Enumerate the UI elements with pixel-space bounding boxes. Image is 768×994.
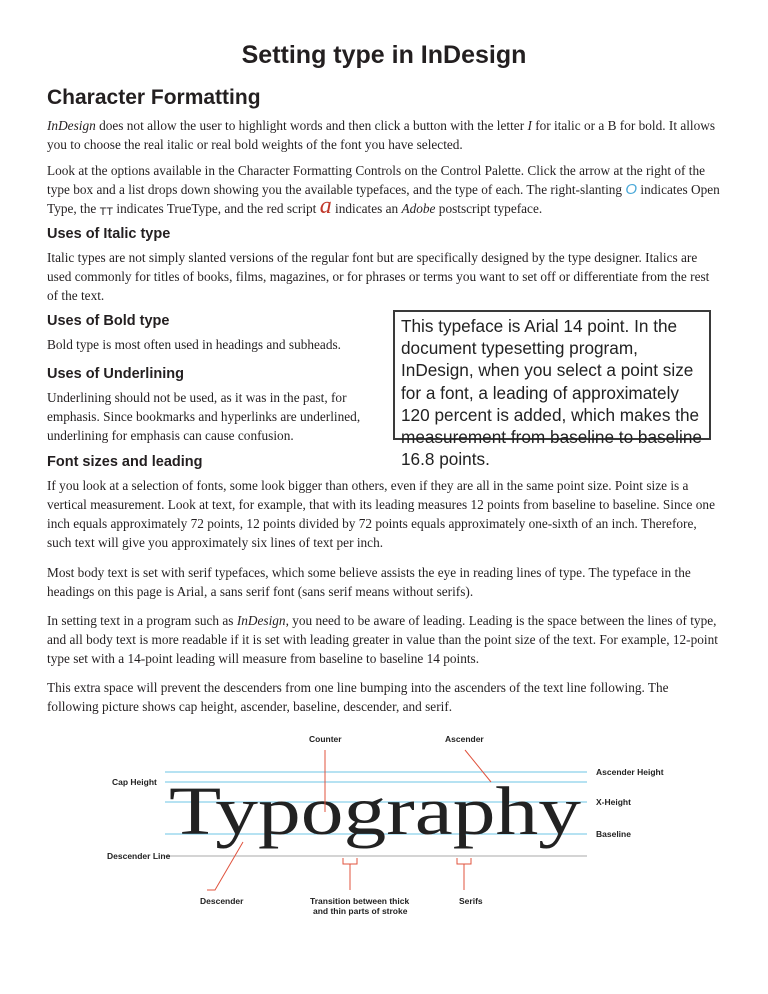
- text-run: Look at the options available in the Character Formatting Controls on the Control Palette. Click the arrow at the right of the type box and a list drops down showing you the available typefaces, and the type of each. The right-slanting: [47, 163, 706, 197]
- heading-bold: Uses of Bold type: [47, 313, 170, 329]
- label-counter: Counter: [309, 734, 342, 744]
- paragraph-bold: Bold type is most often used in headings and subheads.: [47, 337, 341, 352]
- label-serifs: Serifs: [459, 896, 483, 906]
- heading-underlining: Uses of Underlining: [47, 366, 184, 382]
- paragraph-character-formatting-2: [47, 161, 721, 222]
- paragraph-font-sizes-1: If you look at a selection of fonts, some look bigger than others, even if they are all in the same point size. Point size is a vertical measurement. Look at text, for example, that with its leading measures 12 points from baseline to baseline. Since one inch equals approximately 72 points, 12 points divided by 72 points equals approximately one-sixth of an inch. Therefore, such text will give you approximately six lines of text per inch.: [47, 478, 715, 550]
- truetype-icon: TT: [99, 206, 114, 218]
- app-name: InDesign: [47, 118, 96, 133]
- heading-character-formatting: Character Formatting: [47, 86, 261, 109]
- transition-bracket: [343, 858, 357, 864]
- paragraph-italic: Italic types are not simply slanted versions of the regular font but are specifically designed by the type designer. Italics are used commonly for titles of books, films, magazines, or for phrases or terms you want to set off or differentiate from the rest of the text.: [47, 250, 710, 303]
- text-run: indicates Open Type, the: [47, 182, 720, 216]
- label-x-height: X-Height: [596, 797, 631, 807]
- text-run: does not allow the user to highlight words and then click a button with the letter: [95, 118, 528, 133]
- opentype-icon: O: [625, 181, 638, 198]
- text-run: In setting text in a program such as: [47, 613, 237, 628]
- text-run: for italic or a B for bold. It allows you to choose the real italic or real bold weights of the font you have selected.: [47, 118, 716, 152]
- postscript-icon: a: [319, 193, 332, 219]
- typography-word: Typography: [169, 773, 582, 849]
- arial-sample-callout: This typeface is Arial 14 point. In the document typesetting program, InDesign, when you select a point size for a font, a leading of approximately 120 percent is added, which makes the measurement from baseline to baseline 16.8 points.: [393, 310, 711, 440]
- label-descender: Descender: [200, 896, 244, 906]
- paragraph-font-sizes-2: Most body text is set with serif typefaces, which some believe assists the eye in reading lines of type. The typeface in the headings on this page is Arial, a sans serif font (sans serif means without serifs).: [47, 565, 691, 599]
- text-run: postscript typeface.: [435, 201, 543, 216]
- italic-letter: I: [527, 118, 532, 133]
- heading-italic: Uses of Italic type: [47, 226, 171, 242]
- label-transition-line2: and thin parts of stroke: [313, 906, 408, 916]
- label-ascender: Ascender: [445, 734, 484, 744]
- label-ascender-height: Ascender Height: [596, 767, 664, 777]
- label-descender-line: Descender Line: [107, 851, 171, 861]
- paragraph-underlining: Underlining should not be used, as it was in the past, for emphasis. Since bookmarks and hyperlinks are underlined, underlining for emphasis can cause confusion.: [47, 390, 361, 443]
- label-cap-height: Cap Height: [112, 777, 157, 787]
- label-transition-line1: Transition between thick: [310, 896, 410, 906]
- typography-anatomy-diagram: [57, 730, 697, 930]
- serifs-bracket: [457, 858, 471, 864]
- paragraph-font-sizes-4: This extra space will prevent the descenders from one line bumping into the ascenders of the text line following. The following picture shows cap height, ascender, baseline, descender, and serif.: [47, 680, 669, 714]
- page-title: Setting type in InDesign: [241, 41, 527, 69]
- text-run: indicates TrueType, and the red script: [113, 201, 320, 216]
- descender-pointer: [207, 842, 243, 890]
- paragraph-font-sizes-3: [47, 611, 721, 668]
- text-run: , you need to be aware of leading. Leading is the space between the lines of type, and all body text is more readable if it is set with leading greater in value than the point size of the text. For example, 12-point type set with a 14-point leading will measure from baseline to baseline 14 points.: [47, 613, 718, 666]
- text-run: indicates an: [331, 201, 402, 216]
- paragraph-character-formatting-1: [47, 116, 721, 154]
- label-baseline: Baseline: [596, 829, 631, 839]
- adobe-name: Adobe: [401, 201, 436, 216]
- app-name: InDesign: [236, 613, 286, 628]
- heading-font-sizes: Font sizes and leading: [47, 454, 203, 470]
